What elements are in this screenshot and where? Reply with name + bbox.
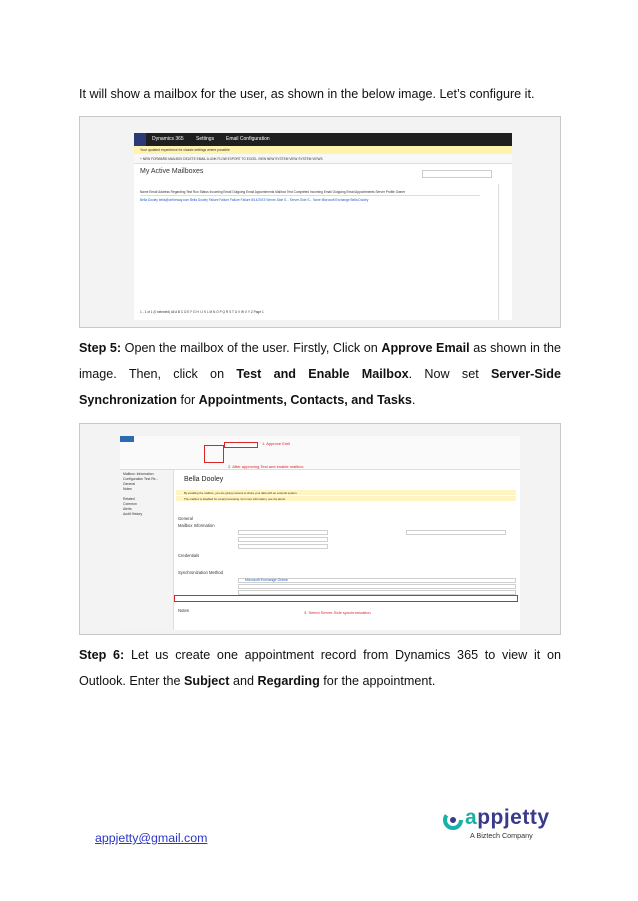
mailbox-form	[174, 470, 520, 630]
table-row: Bella Dooley bella@ontheway.com Bella Dooley Failure Failure Failure Failure 8/14/2019 Server-Side S... Server-Side S... None Microsoft Exchange Bella Dooley	[140, 198, 369, 202]
brand-tagline: A Biztech Company	[470, 831, 533, 840]
grid-footer: 1 - 1 of 1 (0 selected) All A B C D E F G H I J K L M N O P Q R S T U V W X Y Z Page 1	[140, 310, 264, 314]
contact-email-link[interactable]: appjetty@gmail.com	[95, 831, 208, 845]
d365-topbar	[134, 133, 512, 146]
name-field	[238, 530, 328, 535]
form-left-nav: Mailbox: Information Configuration Test Re... General Notes Related Common Alerts Audit History	[120, 470, 174, 630]
ribbon	[120, 436, 520, 470]
appjetty-logo-icon	[443, 808, 465, 832]
grid-area	[134, 164, 512, 320]
command-bar: + NEW FORWARD MAILBOX DELETE EMAIL A LINK FLOW EXPORT TO EXCEL VIEW NEW SYSTEM VIEW SYSTEM VIEWS	[134, 154, 512, 164]
approve-email-highlight	[224, 442, 258, 448]
section-sync: Synchronization Method	[178, 570, 223, 575]
consent-banner: By enabling the mailbox, you are giving consent to share your data with an external system.	[176, 490, 516, 495]
regarding-field	[238, 544, 328, 549]
section-mailbox: Mailbox Information	[178, 523, 215, 528]
warning-banner: Your updated experience for classic settings where possible	[134, 146, 512, 154]
file-tab	[120, 436, 134, 442]
server-profile-field: Microsoft Exchange Online	[238, 578, 516, 583]
breadcrumb: Email Configuration	[226, 136, 270, 142]
step6-paragraph: Step 6: Let us create one appointment record from Dynamics 365 to view it on Outlook. Enter the Subject and Regarding for the appointment.	[79, 648, 561, 688]
area-title: Settings	[196, 136, 215, 142]
record-name: Bella Dooley	[184, 476, 224, 483]
search-box	[422, 170, 492, 178]
callout-sync: 3. Select Server-Side synchronization	[304, 610, 371, 615]
app-title: Dynamics 365	[152, 136, 184, 142]
waffle-icon	[134, 133, 146, 146]
step5-paragraph: Step 5: Open the mailbox of the user. Firstly, Click on Approve Email as shown in the image. Then, click on Test and Enable Mailbox. Now set Server-Side Synchronization for Appointments, Contacts, and Tasks.	[79, 341, 561, 407]
callout-test: 2. After approving Test and enable mailbox	[228, 464, 304, 469]
disabled-banner: The mailbox is disabled for email processing. For more information, see the alerts.	[176, 496, 516, 501]
owner-field	[406, 530, 506, 535]
test-enable-highlight	[204, 445, 224, 463]
appointments-highlight	[174, 595, 518, 602]
brand-wordmark: appjetty	[465, 806, 550, 829]
section-notes: Notes	[178, 608, 189, 613]
appjetty-logo	[443, 806, 553, 846]
section-general: General	[178, 516, 193, 521]
charts-pane	[498, 184, 512, 320]
mailbox-form-screenshot	[79, 423, 561, 635]
section-credentials: Credentials	[178, 553, 200, 558]
callout-approve: 1. Approve Emil	[262, 441, 291, 446]
email-field	[238, 537, 328, 542]
view-selector: My Active Mailboxes	[140, 168, 204, 175]
mailbox-list-screenshot	[79, 116, 561, 328]
intro-paragraph: It will show a mailbox for the user, as shown in the below image. Let’s configure it.	[79, 87, 535, 101]
grid-header: Name Email Address Regarding Test Run Status Incoming Email Outgoing Email Appointments Mailbox Test Completed Incoming Email Outgoing Email Appointments Server Profile Owner	[140, 188, 480, 196]
incoming-email-field	[238, 584, 516, 589]
